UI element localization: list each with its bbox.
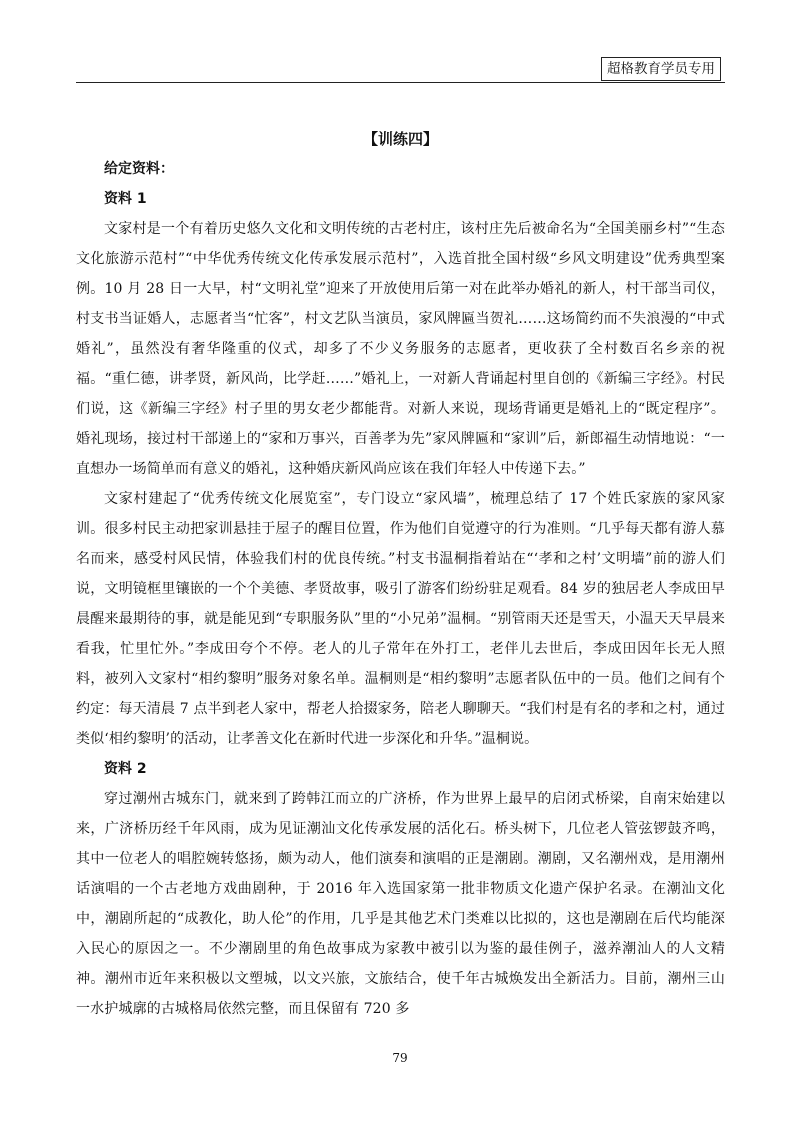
material-1-paragraph-1: 文家村是一个有着历史悠久文化和文明传统的古老村庄，该村庄先后被命名为“全国美丽乡村”“生态文化旅游示范村”“中华优秀传统文化传承发展示范村”，入选首批全国村级“乡风文明建设”优秀典型案例。10 月 28 日一大早，村“文明礼堂”迎来了开放使用后第一对在此举办婚礼的新人，村干部当司仪，村支书当证婚人，志愿者当“忙客”，村文艺队当演员，家风牌匾当贺礼……这场简约而不失浪漫的“中式婚礼”，虽然没有奢华隆重的仪式，却多了不少义务服务的志愿者，更收获了全村数百名乡亲的祝福。“重仁德，讲孝贤，新风尚，比学赶……”婚礼上，一对新人背诵起村里自创的《新编三字经》。村民们说，这《新编三字经》村子里的男女老少都能背。对新人来说，现场背诵更是婚礼上的“既定程序”。婚礼现场，接过村干部递上的“家和万事兴，百善孝为先”家风牌匾和“家训”后，新郎福生动情地说：“一直想办一场简单而有意义的婚礼，这种婚庆新风尚应该在我们年轻人中传递下去。” (76, 221, 725, 477)
page-number: 79 (392, 1051, 408, 1065)
material-1-paragraph-2: 文家村建起了“优秀传统文化展览室”，专门设立“家风墙”，梳理总结了 17 个姓氏家族的家风家训。很多村民主动把家训悬挂于屋子的醒目位置，作为他们自觉遵守的行为准则。“几乎每天都有游人慕名而来，感受村风民情，体验我们村的优良传统。”村支书温桐指着站在“‘孝和之村’文明墙”前的游人们说，文明镜框里镶嵌的一个个美德、孝贤故事，吸引了游客们纷纷驻足观看。84 岁的独居老人李成田早晨醒来最期待的事，就是能见到“专职服务队”里的“小兄弟”温桐。“别管雨天还是雪天，小温天天早晨来看我，忙里忙外。”李成田夸个不停。老人的儿子常年在外打工，老伴儿去世后，李成田因年长无人照料，被列入文家村“相约黎明”服务对象名单。温桐则是“相约黎明”志愿者队伍中的一员。他们之间有个约定：每天清晨 7 点半到老人家中，帮老人拾掇家务，陪老人聊聊天。“我们村是有名的孝和之村，通过类似‘相约黎明’的活动，让孝善文化在新时代进一步深化和升华。”温桐说。 (76, 491, 725, 747)
material-2-label: 资料 2 (104, 761, 147, 777)
given-materials-label: 给定资料： (104, 161, 174, 177)
material-2-paragraph-1: 穿过潮州古城东门，就来到了跨韩江而立的广济桥，作为世界上最早的启闭式桥梁，自南宋始建以来，广济桥历经千年风雨，成为见证潮汕文化传承发展的活化石。桥头树下，几位老人管弦锣鼓齐鸣，其中一位老人的唱腔婉转悠扬，颇为动人，他们演奏和演唱的正是潮剧。潮剧，又名潮州戏，是用潮州话演唱的一个古老地方戏曲剧种，于 2016 年入选国家第一批非物质文化遗产保护名录。在潮汕文化中，潮剧所起的“成教化，助人伦”的作用，几乎是其他艺术门类难以比拟的，这也是潮剧在后代均能深入民心的原因之一。不少潮剧里的角色故事成为家教中被引以为鉴的最佳例子，滋养潮汕人的人文精神。潮州市近年来积极以文塑城，以文兴旅，文旅结合，使千年古城焕发出全新活力。目前，潮州三山一水护城廓的古城格局依然完整，而且保留有 720 多 (76, 791, 725, 1017)
document-body (76, 120, 725, 1024)
section-title: 【训练四】 (362, 130, 438, 148)
student-only-stamp: 超格教育学员专用 (601, 57, 721, 81)
material-1-label: 资料 1 (104, 191, 147, 207)
header-rule (76, 82, 725, 83)
